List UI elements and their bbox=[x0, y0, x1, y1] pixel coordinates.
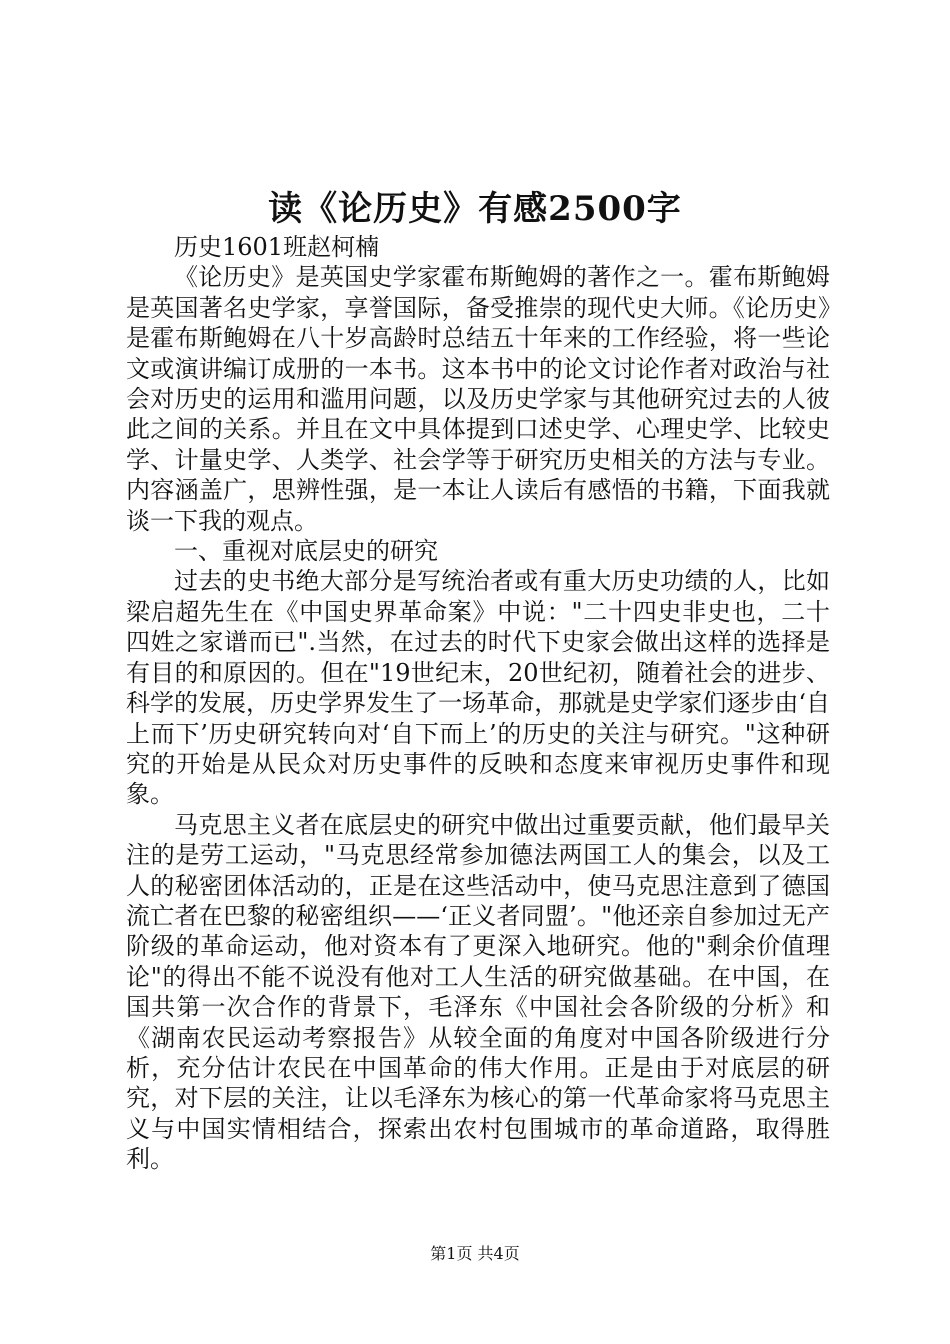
document-title: 读《论历史》有感2500字 bbox=[268, 189, 682, 229]
page-number-footer: 第1页 共4页 bbox=[430, 1244, 520, 1263]
paragraph-intro: 《论历史》是英国史学家霍布斯鲍姆的著作之一。霍布斯鲍姆是英国著名史学家，享誉国际，备受推崇的现代史大师。《论历史》是霍布斯鲍姆在八十岁高龄时总结五十年来的工作经验，将一些论文或演讲编订成册的一本书。这本书中的论文讨论作者对政治与社会对历史的运用和滥用问题，以及历史学家与其他研究过去的人彼此之间的关系。并且在文中具体提到口述史学、心理史学、比较史学、计量史学、人类学、社会学等于研究历史相关的方法与专业。内容涵盖广，思辨性强，是一本让人读后有感悟的书籍，下面我就谈一下我的观点。 bbox=[126, 263, 830, 535]
section-heading: 一、重视对底层史的研究 bbox=[174, 537, 438, 566]
paragraph-marxists: 马克思主义者在底层史的研究中做出过重要贡献，他们最早关注的是劳工运动，"马克思经常参加德法两国工人的集会，以及工人的秘密团体活动的，正是在这些活动中，使马克思注意到了德国流亡者在巴黎的秘密组织——‘正义者同盟’。"他还亲自参加过无产阶级的革命运动，他对资本有了更深入地研究。他的"剩余价值理论"的得出不能不说没有他对工人生活的研究做基础。在中国，在国共第一次合作的背景下，毛泽东《中国社会各阶级的分析》和《湖南农民运动考察报告》从较全面的角度对中国各阶级进行分析，充分估计农民在中国革命的伟大作用。正是由于对底层的研究，对下层的关注，让以毛泽东为核心的第一代革命家将马克思主义与中国实情相结合，探索出农村包围城市的革命道路，取得胜利。 bbox=[126, 810, 830, 1174]
author-line: 历史1601班赵柯楠 bbox=[174, 233, 380, 261]
paragraph-history-records: 过去的史书绝大部分是写统治者或有重大历史功绩的人，比如梁启超先生在《中国史界革命案》中说："二十四史非史也，二十四姓之家谱而已".当然，在过去的时代下史家会做出这样的选择是有目的和原因的。但在"19世纪末，20世纪初，随着社会的进步、科学的发展，历史学界发生了一场革命，那就是史学家们逐步由‘自上而下’历史研究转向对‘自下而上’的历史的关注与研究。"这种研究的开始是从民众对历史事件的反映和态度来审视历史事件和现象。 bbox=[126, 567, 830, 809]
document-body bbox=[126, 232, 830, 1175]
